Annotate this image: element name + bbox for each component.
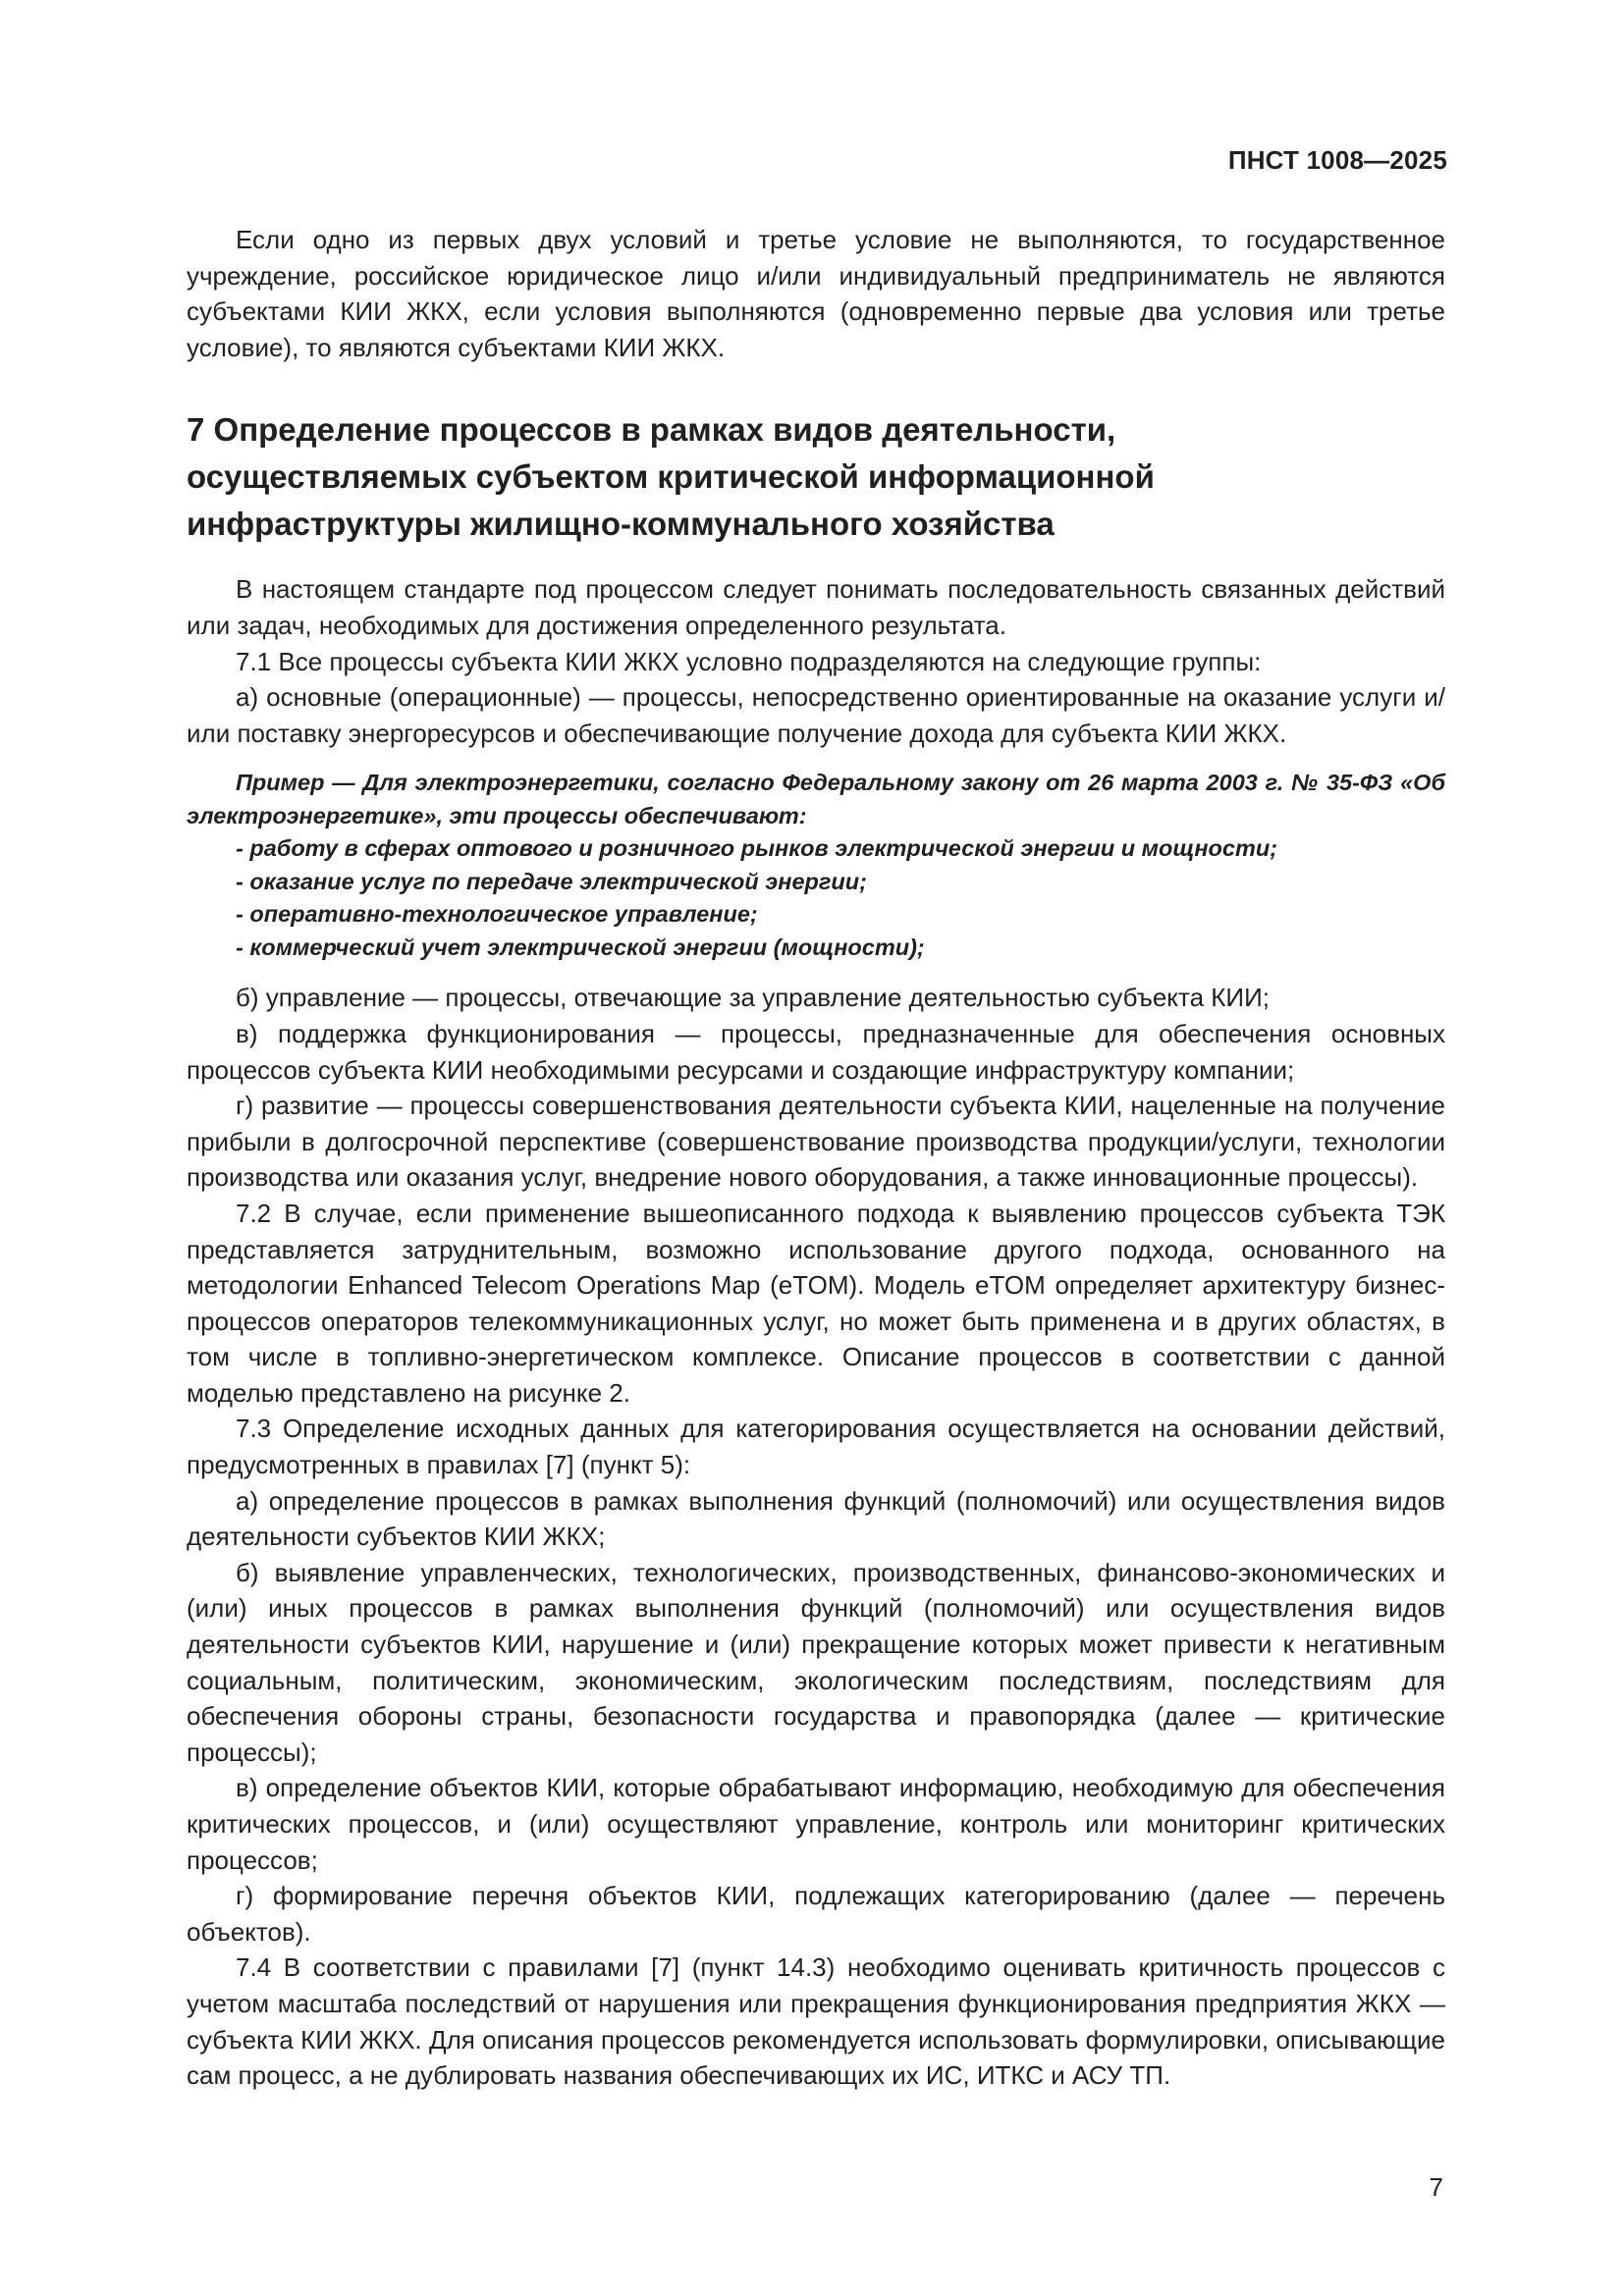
paragraph-7-3-b: б) выявление управленческих, технологических, производственных, финансово-экономических и (или) иных процессов в рамках выполнения функций (полномочий) или осуществления видов деятельности субъектов КИИ, нарушение и (или) прекращение которых может привести к негативным социальным, политическим, экономическим, экологическим последствиям, последствиям для обеспечения обороны страны, безопасности государства и правопорядка (далее — критические процессы); — [187, 1557, 1445, 1767]
paragraph-7-3-g: г) формирование перечня объектов КИИ, подлежащих категорированию (далее — перечень объектов). — [187, 1881, 1445, 1947]
example-item: - оперативно-технологическое управление; — [236, 901, 758, 928]
section-title-line-3: инфраструктуры жилищно-коммунального хозяйства — [187, 506, 1055, 543]
paragraph-7-1-v: в) поддержка функционирования — процессы, предназначенные для обеспечения основных процессов субъекта КИИ необходимыми ресурсами и создающие инфраструктуру компании; — [187, 1018, 1445, 1085]
example-item: - коммерческий учет электрической энергии (мощности); — [236, 934, 925, 960]
section-title-line-1: Определение процессов в рамках видов деятельности, — [213, 411, 1116, 449]
document-code: ПНСТ 1008—2025 — [1227, 145, 1447, 175]
paragraph-7-2: 7.2 В случае, если применение вышеописанного подхода к выявлению процессов субъекта ТЭК представляется затруднительным, возможно использование другого подхода, основанного на методологии Enhanced Telecom Operations Map (eTOM). Модель eTOM определяет архитектуру бизнес-процессов операторов телекоммуникационных услуг, но может быть применена и в других областях, в том числе в топливно-энергетическом комплексе. Описание процессов в соответствии с данной моделью представлено на рисунке 2. — [187, 1198, 1445, 1408]
paragraph-7-3: 7.3 Определение исходных данных для категорирования осуществляется на основании действий, предусмотренных в правилах [7] (пункт 5): — [187, 1414, 1445, 1480]
example-text: Пример — Для электроэнергетики, согласно Федеральному закону от 26 марта 2003 г. № 35-ФЗ «Об электроэнергетике», эти процессы обеспечивают: — [187, 770, 1445, 828]
paragraph-7-4: 7.4 В соответствии с правилами [7] (пункт 14.3) необходимо оценивать критичность процессов с учетом масштаба последствий от нарушения или прекращения функционирования предприятия ЖКХ — субъекта КИИ ЖКХ. Для описания процессов рекомендуется использовать формулировки, описывающие сам процесс, а не дублировать названия обеспечивающих их ИС, ИТКС и АСУ ТП. — [187, 1952, 1445, 2091]
page-number: 7 — [1429, 2172, 1443, 2202]
paragraph-definition: В настоящем стандарте под процессом следует понимать последовательность связанных действий или задач, необходимых для достижения определенного результата. — [187, 574, 1445, 640]
section-number: 7 — [187, 411, 205, 449]
example-item: - работу в сферах оптового и розничного рынков электрической энергии и мощности; — [236, 835, 1278, 862]
paragraph-7-3-a: а) определение процессов в рамках выполнения функций (полномочий) или осуществления видов деятельности субъектов КИИ ЖКХ; — [187, 1485, 1445, 1552]
paragraph-7-1-g: г) развитие — процессы совершенствования деятельности субъекта КИИ, нацеленные на получение прибыли в долгосрочной перспективе (совершенствование производства продукции/услуги, технологии производства или оказания услуг, внедрение нового оборудования, а также инновационные процессы). — [187, 1091, 1445, 1193]
paragraph-7-1-b: б) управление — процессы, отвечающие за управление деятельностью субъекта КИИ; — [236, 983, 1271, 1013]
paragraph-7-1-a: а) основные (операционные) — процессы, непосредственно ориентированные на оказание услуги и/или поставку энергоресурсов и обеспечивающие получение дохода для субъекта КИИ ЖКХ. — [187, 682, 1445, 748]
paragraph-7-1: 7.1 Все процессы субъекта КИИ ЖКХ условно подразделяются на следующие группы: — [236, 646, 1262, 676]
intro-paragraph: Если одно из первых двух условий и третье условие не выполняются, то государственное учреждение, российское юридическое лицо и/или индивидуальный предприниматель не являются субъектами КИИ ЖКХ, если условия выполняются (одновременно первые два условия или третье условие), то являются субъектами КИИ ЖКХ. — [187, 225, 1445, 362]
page-content — [187, 222, 1445, 2094]
example-block — [187, 767, 1445, 964]
example-item: - оказание услуг по передаче электрической энергии; — [236, 868, 867, 894]
section-title-line-2: осуществляемых субъектом критической информационной — [187, 458, 1155, 496]
section-heading — [187, 406, 1445, 548]
paragraph-7-3-v: в) определение объектов КИИ, которые обрабатывают информацию, необходимую для обеспечения критических процессов, и (или) осуществляют управление, контроль или мониторинг критических процессов; — [187, 1773, 1445, 1875]
section-heading-line-1 — [187, 406, 1445, 454]
